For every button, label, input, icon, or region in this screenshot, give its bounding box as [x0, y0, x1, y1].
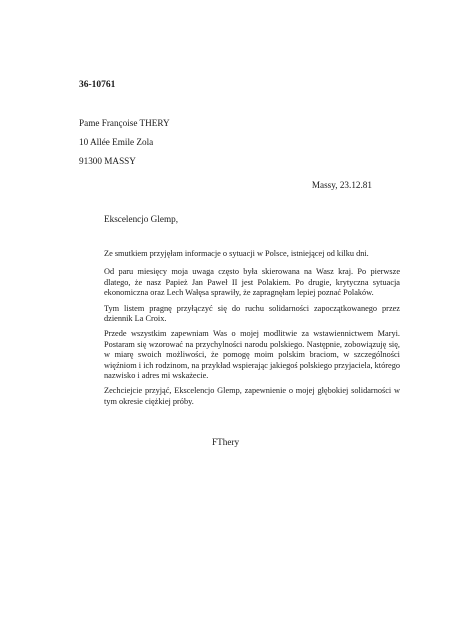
letter-date: Massy, 23.12.81 [311, 180, 372, 190]
letter-paragraph: Zechciejcie przyjąć, Ekscelencjo Glemp, zapewnienie o mojej głębokiej solidarności w tym okresie ciężkiej próby. [104, 386, 400, 406]
sender-name: Pame Françoise THERY [79, 118, 170, 128]
sender-address-block [79, 114, 170, 171]
sender-street: 10 Allée Emile Zola [79, 137, 154, 147]
letter-signature: FThery [212, 437, 240, 447]
letter-paragraph: Ze smutkiem przyjęłam informacje o sytuacji w Polsce, istniejącej od kilku dni. [104, 249, 369, 258]
letter-paragraph: Tym listem pragnę przyłączyć się do ruchu solidarności zapoczątkowanego przez dziennik La Croix. [104, 303, 400, 324]
letter-paragraph: Przede wszystkim zapewniam Was o mojej modlitwie za wstawiennictwem Maryi. Postaram się wzorować na przychylności narodu polskiego. Następnie, zobowiązuję się, w miarę swoich możliwości, że pomogę moim polskim braciom, w szczególności więźniom i ich rodzinom, na przykład wspierając jakiegoś polskiego przyjaciela, którego nazwisko i adres mi wskażecie. [104, 329, 400, 381]
letter-greeting: Ekscelencjo Glemp, [104, 214, 178, 224]
sender-city: 91300 MASSY [79, 156, 136, 166]
letter-paragraph: Od paru miesięcy moja uwaga często była skierowana na Wasz kraj. Po pierwsze dlatego, że nasz Papież Jan Paweł II jest Polakiem. Po drugie, krytyczna sytuacja ekonomiczna oraz Lech Wałęsa sprawiły, że zapragnęłam lepiej poznać Polaków. [104, 267, 400, 298]
document-reference-number: 36-10761 [79, 80, 116, 90]
letter-body [104, 249, 400, 412]
